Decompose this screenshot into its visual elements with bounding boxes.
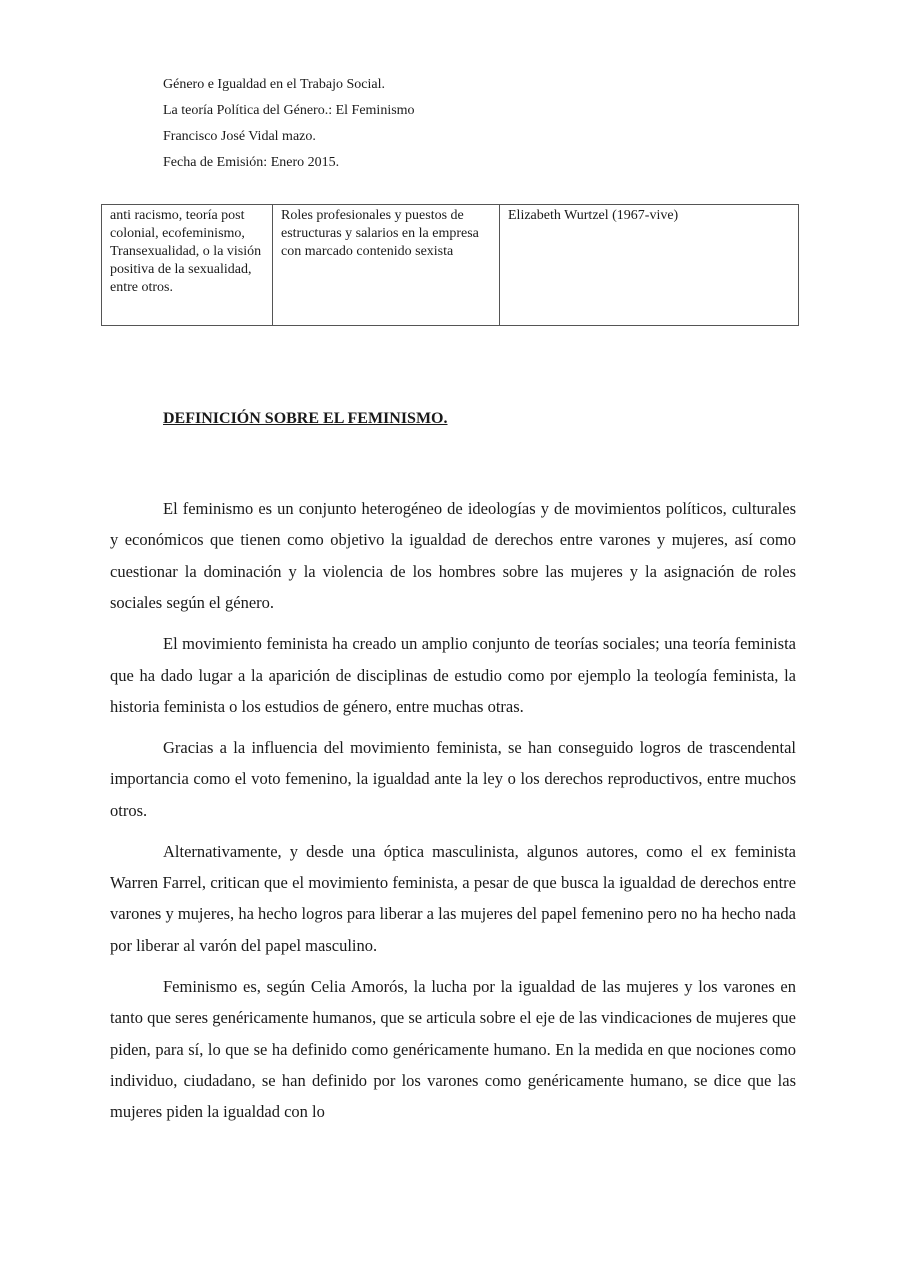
document-header [163,72,415,176]
paragraph-4: Alternativamente, y desde una óptica masculinista, algunos autores, como el ex feminista Warren Farrel, critican que el movimiento feminista, a pesar de que busca la igualdad de derechos entre varones y mujeres, ha hecho logros para liberar a las mujeres del papel femenino pero no ha hecho nada por liberar al varón del papel masculino. [110,841,796,955]
paragraph-3: Gracias a la influencia del movimiento feminista, se han conseguido logros de trascendental importancia como el voto femenino, la igualdad ante la ley o los derechos reproductivos, entre muchos otros. [110,737,796,820]
paragraph-1: El feminismo es un conjunto heterogéneo de ideologías y de movimientos políticos, culturales y económicos que tienen como objetivo la igualdad de derechos entre varones y mujeres, así como cuestionar la dominación y la violencia de los hombres sobre las mujeres y la asignación de roles sociales según el género. [110,499,796,613]
body-text [110,493,796,1137]
section-title: DEFINICIÓN SOBRE EL FEMINISMO. [163,410,448,427]
paragraph-2: El movimiento feminista ha creado un amplio conjunto de teorías sociales; una teoría feminista que ha dado lugar a la aparición de disciplinas de estudio como por ejemplo la teología feminista, la historia feminista o los estudios de género, entre muchas otras. [110,634,796,716]
header-author: Francisco José Vidal mazo. [163,129,316,144]
info-table [101,204,799,326]
header-date: Fecha de Emisión: Enero 2015. [163,155,340,170]
table-cell-author: Elizabeth Wurtzel (1967-vive) [500,205,799,326]
header-course-title: Género e Igualdad en el Trabajo Social. [163,77,385,92]
table-cell-roles: Roles profesionales y puestos de estructuras y salarios en la empresa con marcado contenido sexista [273,205,500,326]
paragraph-5: Feminismo es, según Celia Amorós, la lucha por la igualdad de las mujeres y los varones en tanto que seres genéricamente humanos, que se articula sobre el eje de las vindicaciones de mujeres que piden, para sí, lo que se ha definido como genéricamente humano. En la medida en que nociones como individuo, ciudadano, se han definido por los varones como genéricamente humano, se dice que las mujeres piden la igualdad con lo [110,976,796,1122]
table-row [102,205,799,326]
header-topic: La teoría Política del Género.: El Feminismo [163,103,415,118]
table-cell-topics: anti racismo, teoría post colonial, ecofeminismo, Transexualidad, o la visión positiva de la sexualidad, entre otros. [102,205,273,326]
